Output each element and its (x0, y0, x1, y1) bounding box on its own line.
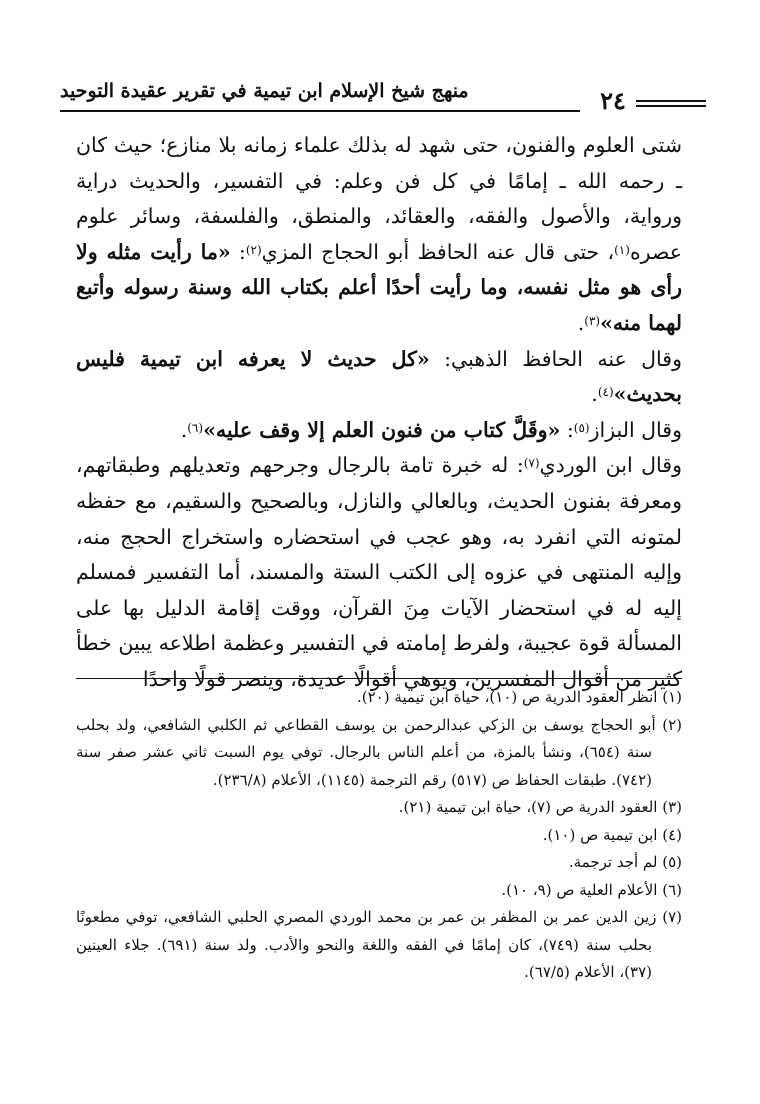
footnote-ref-5: (٥) (573, 420, 590, 435)
footnote-4: (٤) ابن تيمية ص (١٠). (542, 825, 682, 844)
text-run: ، حتى قال عنه الحافظ أبو الحجاج المزي (261, 239, 615, 264)
page-number: ٢٤ (600, 86, 626, 115)
text-run: شتى العلوم والفنون، حتى شهد له بذلك علماء زمانه بلا منازع؛ حيث كان ـ رحمه الله ـ إمامًا في كل فن وعلم: في التفسير، والحديث دراية ورواية، والأصول والفقه، والعقائد، والمنطق، والفلسفة، وسائر علوم عصره (76, 133, 682, 264)
ornament-line (636, 100, 706, 102)
text-run: وقال البزاز (589, 417, 682, 442)
text-run: : (560, 417, 574, 442)
paragraph-1 (76, 128, 682, 342)
footnotes (76, 684, 682, 987)
text-run: . (577, 310, 585, 335)
footnote-ref-4: (٤) (597, 385, 614, 400)
main-text (76, 128, 682, 698)
footnote-1: (١) انظر العقود الدرية ص (١٠)، حياة ابن تيمية (٢٠). (356, 688, 682, 706)
text-run: وقال ابن الوردي (539, 453, 682, 478)
header-rule (60, 110, 580, 112)
running-title: منهج شيخ الإسلام ابن تيمية في تقرير عقيدة التوحيد (60, 80, 469, 102)
paragraph-3 (76, 413, 682, 449)
page-header (60, 74, 706, 124)
footnote-2: (٢) أبو الحجاج يوسف بن الزكي عبدالرحمن بن يوسف القطاعي ثم الكلبي الشافعي، ولد بحلب سنة (٦٥٤)، ونشأ بالمزة، من أعلم الناس بالرجال. توفي يوم السبت ثاني عشر صفر سنة (٧٤٢). طبقات الحفاظ ص (٥١٧) رقم الترجمة (١١٤٥)، الأعلام (٢٣٦/٨). (76, 715, 682, 789)
footnote-6: (٦) الأعلام العلية ص (٩، ١٠). (501, 880, 682, 899)
ornament-line (636, 105, 706, 107)
paragraph-2 (76, 342, 682, 413)
footnote-separator (76, 678, 682, 679)
footnote-ref-3: (٣) (584, 313, 601, 328)
text-run: . (591, 382, 598, 407)
quote-dhahabi: «كل حديث لا يعرفه ابن تيمية فليس بحديث» (76, 346, 682, 407)
footnote-3: (٣) العقود الدرية ص (٧)، حياة ابن تيمية (٢١). (398, 798, 682, 816)
paragraph-4 (76, 448, 682, 697)
text-run: . (180, 417, 188, 442)
header-ornament (636, 100, 706, 114)
footnote-ref-1: (١) (614, 242, 630, 257)
text-run: : (230, 239, 246, 264)
footnote-ref-7: (٧) (523, 456, 540, 471)
text-run: وقال عنه الحافظ الذهبي: (429, 346, 682, 371)
footnote-7: (٧) زين الدين عمر بن المظفر بن عمر بن محمد الوردي المصري الحلبي الشافعي، توفي مطعونًا بحلب سنة (٧٤٩)، كان إمامًا في الفقه واللغة والنحو والأدب. ولد سنة (٦٩١). جلاء العينين (٣٧)، الأعلام (٦٧/٥). (76, 908, 682, 981)
quote-bazzaz: «وقَلَّ كتاب من فنون العلم إلا وقف عليه» (203, 417, 561, 442)
footnote-5: (٥) لم أجد ترجمة. (568, 853, 682, 871)
quote-mizzi: «ما رأيت مثله ولا رأى هو مثل نفسه، وما رأيت أحدًا أعلم بكتاب الله وسنة رسوله وأتبع لهما منه» (76, 239, 682, 335)
footnote-ref-2: (٢) (245, 242, 262, 257)
footnote-ref-6: (٦) (187, 420, 204, 435)
text-run: : له خبرة تامة بالرجال وجرحهم وتعديلهم وطبقاتهم، ومعرفة بفنون الحديث، وبالعالي والنازل، وبالصحيح والسقيم، مع حفظه لمتونه التي انفرد به، وهو عجب في استحضاره واستخراج الحجج منه، وإليه المنتهى في عزوه إلى الكتب الستة والمسند، أما التفسير فمسلم إليه له في استحضار الآيات مِنَ القرآن، ووقت إقامة الدليل بها على المسألة قوة عجيبة، ولفرط إمامته في التفسير وعظمة اطلاعه يبين خطأ كثير من أقوال المفسرين، ويوهي أقوالًا عديدة، وينصر قولًا واحدًا (76, 453, 682, 691)
